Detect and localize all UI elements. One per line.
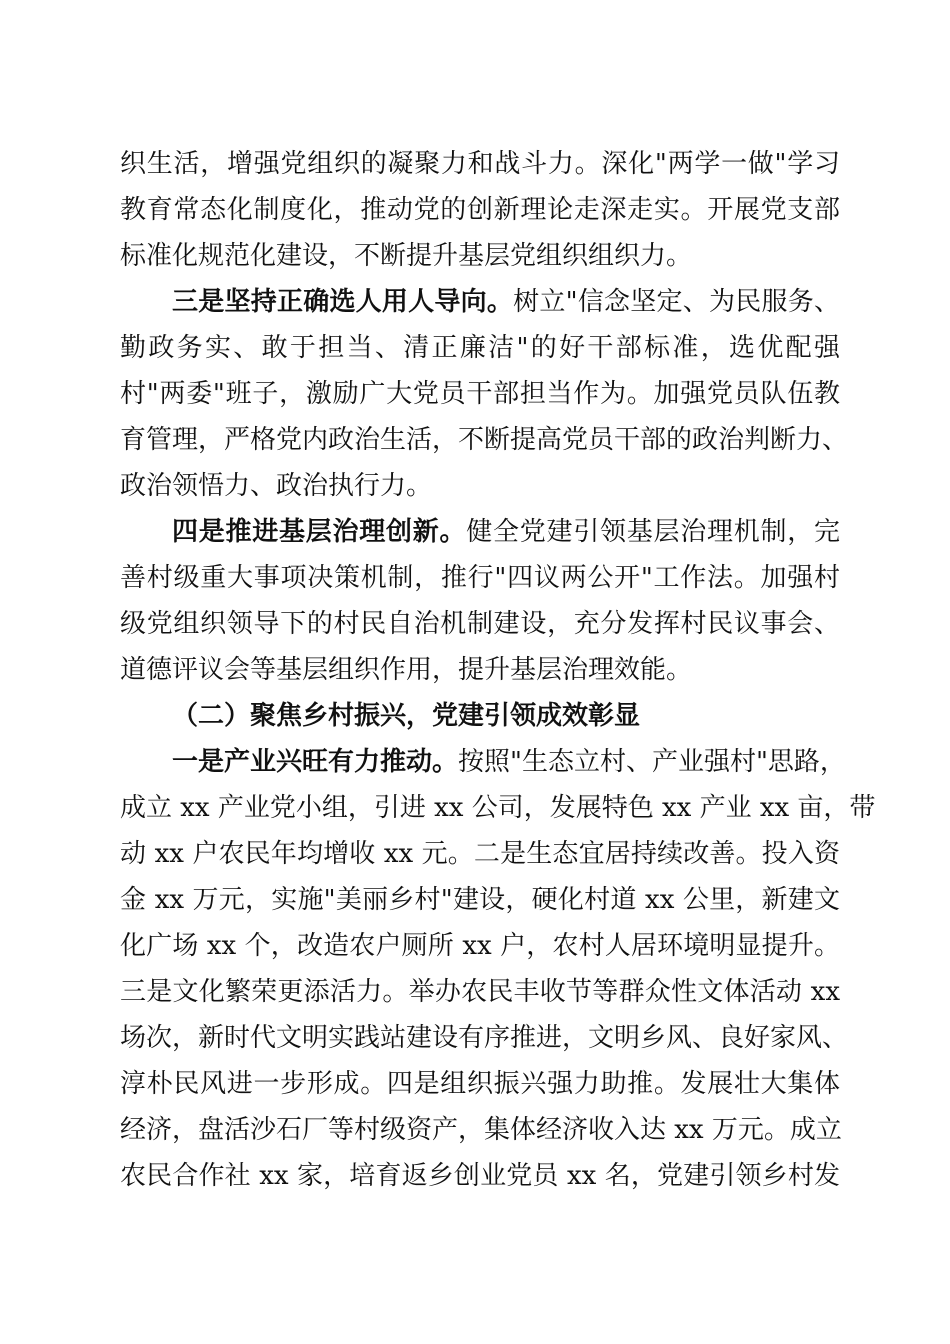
paragraph-line: 三是文化繁荣更添活力。举办农民丰收节等群众性文体活动 xx	[120, 977, 840, 1007]
paragraph-line: 农民合作社 xx 家，培育返乡创业党员 xx 名，党建引领乡村发	[120, 1161, 840, 1191]
paragraph-line: 成立 xx 产业党小组，引进 xx 公司，发展特色 xx 产业 xx 亩，带	[120, 793, 876, 823]
paragraph-heading: 四是推进基层治理创新。	[172, 517, 467, 547]
paragraph-line: 场次，新时代文明实践站建设有序推进，文明乡风、良好家风、	[120, 1023, 849, 1053]
paragraph-line: 级党组织领导下的村民自治机制建设，充分发挥村民议事会、	[120, 609, 840, 639]
paragraph-line: 化广场 xx 个，改造农户厕所 xx 户，农村人居环境明显提升。	[120, 931, 840, 961]
paragraph-line: 道德评议会等基层组织作用，提升基层治理效能。	[120, 655, 693, 685]
paragraph-line: 织生活，增强党组织的凝聚力和战斗力。深化"两学一做"学习	[120, 149, 840, 179]
paragraph-line: 经济，盘活沙石厂等村级资产，集体经济收入达 xx 万元。成立	[120, 1115, 842, 1145]
paragraph-line: 政治领悟力、政治执行力。	[120, 471, 433, 501]
paragraph-first-line	[172, 283, 840, 321]
paragraph-line: 教育常态化制度化，推动党的创新理论走深走实。开展党支部	[120, 195, 840, 225]
section-heading: （二）聚焦乡村振兴，党建引领成效彰显	[172, 701, 641, 731]
paragraph-line: 金 xx 万元，实施"美丽乡村"建设，硬化村道 xx 公里，新建文	[120, 885, 840, 915]
paragraph-line: 勤政务实、敢于担当、清正廉洁"的好干部标准，选优配强	[120, 333, 840, 363]
paragraph-line: 村"两委"班子，激励广大党员干部担当作为。加强党员队伍教	[120, 379, 840, 409]
paragraph-text: 树立"信念坚定、为民服务、	[513, 287, 840, 317]
paragraph-heading: 一是产业兴旺有力推动。	[172, 747, 459, 777]
paragraph-text: 健全党建引领基层治理机制，完	[466, 517, 840, 547]
paragraph-first-line	[172, 513, 840, 551]
paragraph-line: 动 xx 户农民年均增收 xx 元。二是生态宜居持续改善。投入资	[120, 839, 840, 869]
paragraph-text: 按照"生态立村、产业强村"思路，	[458, 747, 846, 777]
paragraph-line: 育管理，严格党内政治生活，不断提高党员干部的政治判断力、	[120, 425, 849, 455]
paragraph-line: 善村级重大事项决策机制，推行"四议两公开"工作法。加强村	[120, 563, 840, 593]
paragraph-first-line	[172, 743, 846, 781]
paragraph-line: 标准化规范化建设，不断提升基层党组织组织力。	[120, 241, 693, 271]
paragraph-line: 淳朴民风进一步形成。四是组织振兴强力助推。发展壮大集体	[120, 1069, 840, 1099]
paragraph-heading: 三是坚持正确选人用人导向。	[172, 287, 514, 317]
